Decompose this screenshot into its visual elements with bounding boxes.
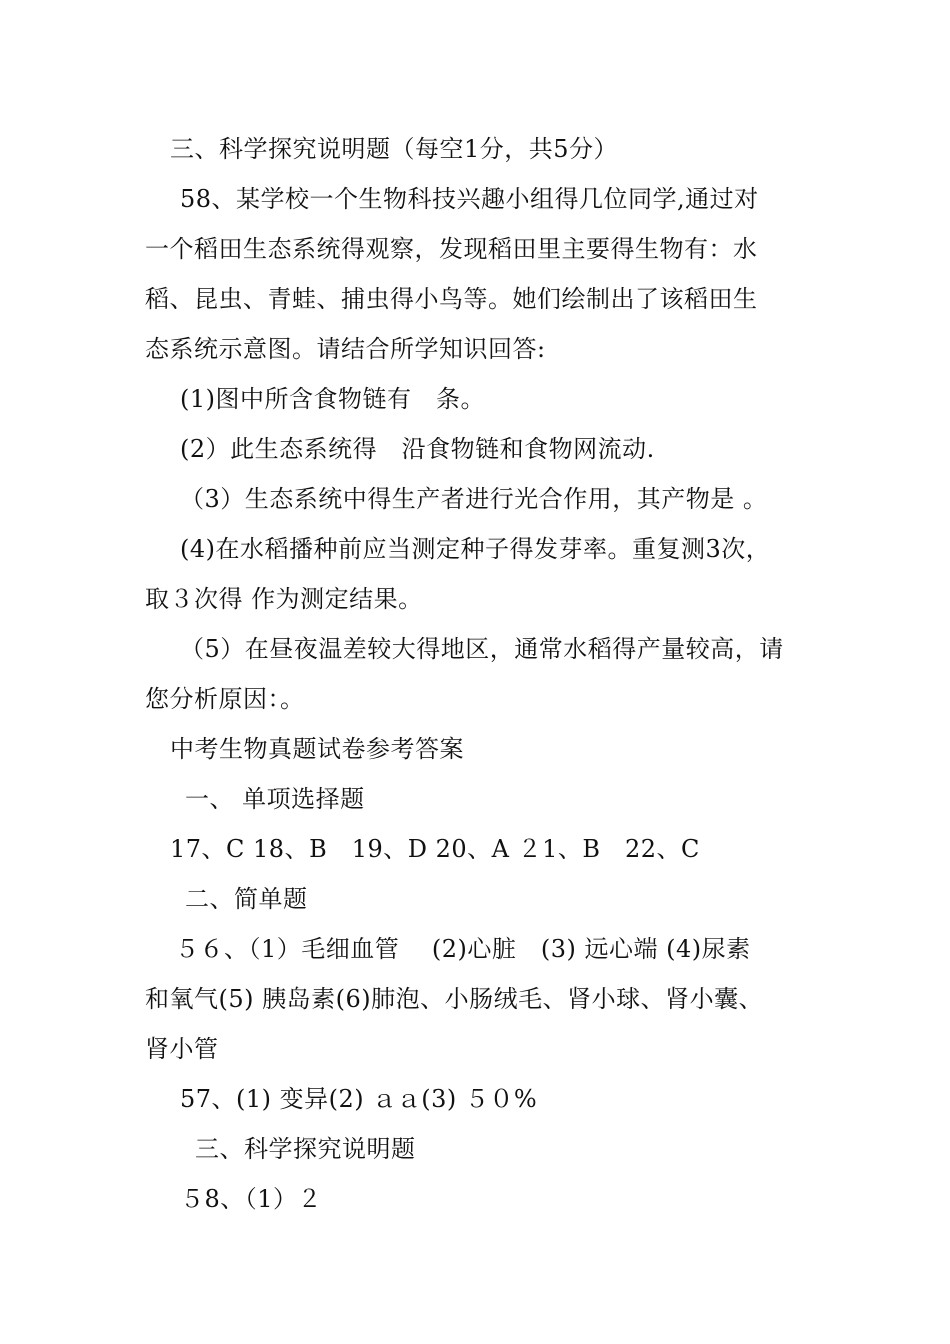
question-58-item-1: (1)图中所含食物链有 条。 [180,385,485,413]
question-58-item-2: (2）此生态系统得 沿食物链和食物网流动. [180,435,655,463]
answer-part-1-values: 17、C 18、B 19、D 20、A ２1、B 22、C [170,835,700,863]
question-58-item-4-line-1: (4)在水稻播种前应当测定种子得发芽率。重复测3次， [180,535,771,563]
answer-56-line-3: 肾小管 [145,1035,219,1063]
question-58-item-4-line-2: 取３次得 作为测定结果。 [145,585,423,613]
answer-58: ５8、（1）２ [180,1185,323,1213]
section-heading-science-inquiry: 三、科学探究说明题（每空1分，共5分） [170,135,619,163]
question-58-line-1: 58、某学校一个生物科技兴趣小组得几位同学,通过对 [180,185,759,213]
question-58-line-4: 态系统示意图。请结合所学知识回答: [145,335,546,363]
answer-57: 57、(1) 变异(2) ａａ(3) ５０% [180,1085,538,1113]
question-58-item-5-line-1: （5）在昼夜温差较大得地区，通常水稻得产量较高，请 [180,635,784,663]
question-58-line-3: 稻、昆虫、青蛙、捕虫得小鸟等。她们绘制出了该稻田生 [145,285,758,313]
question-58-item-3: （3）生态系统中得生产者进行光合作用，其产物是 。 [180,485,768,513]
answer-56-line-2: 和氧气(5) 胰岛素(6)肺泡、小肠绒毛、肾小球、肾小囊、 [145,985,764,1013]
question-58-line-2: 一个稻田生态系统得观察，发现稻田里主要得生物有：水 [145,235,758,263]
answer-part-3-heading: 三、科学探究说明题 [195,1135,416,1163]
answer-56-line-1: ５６、（1）毛细血管 (2)心脏 (3) 远心端 (4)尿素 [175,935,751,963]
question-58-item-5-line-2: 您分析原因：。 [145,685,305,713]
answer-key-title: 中考生物真题试卷参考答案 [170,735,464,763]
answer-part-2-heading: 二、简单题 [185,885,308,913]
answer-part-1-heading: 一、 单项选择题 [185,785,365,813]
